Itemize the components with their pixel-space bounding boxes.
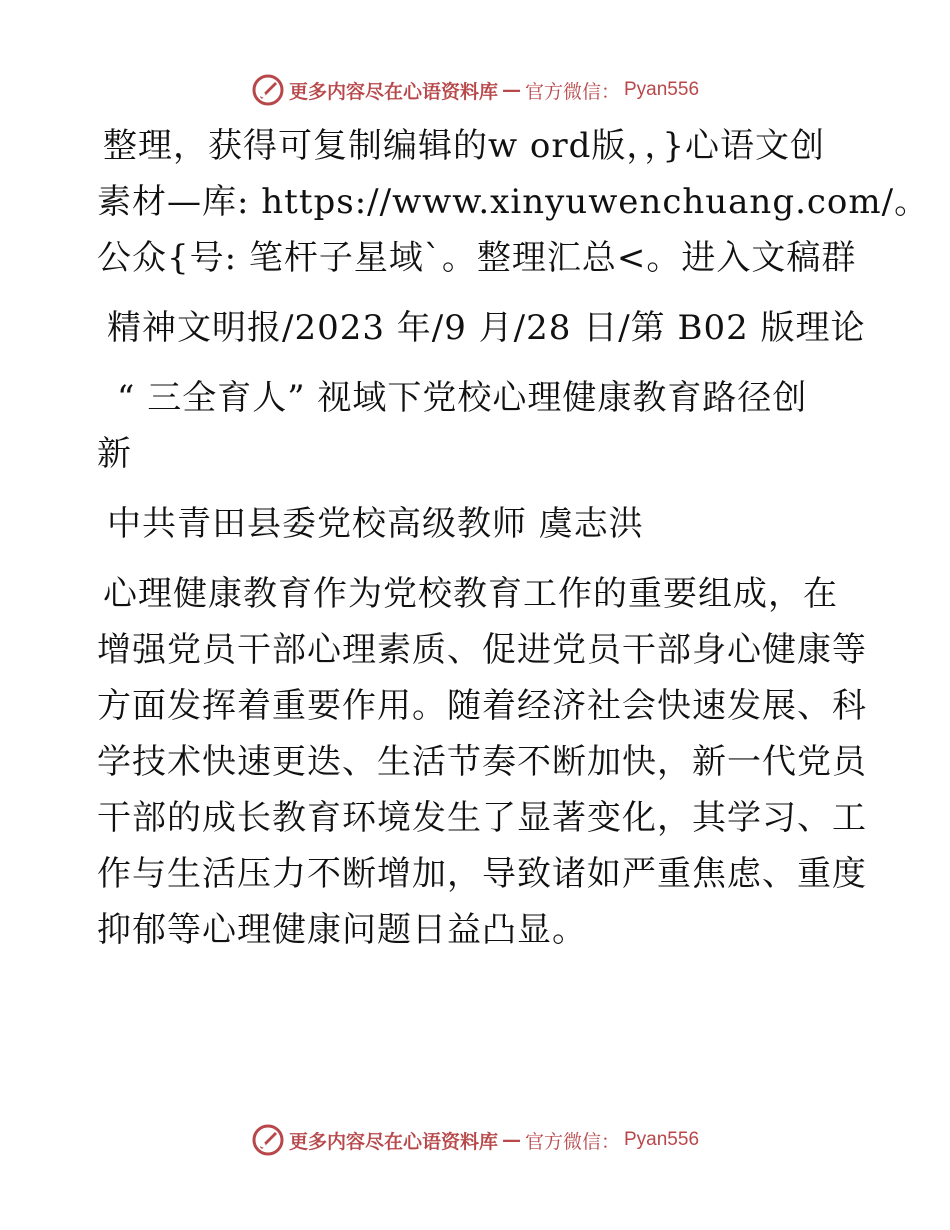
intro-line: 素材—库: https://www.xinyuwenchuang.com/。 bbox=[97, 182, 930, 222]
dateline: 精神文明报/2023 年/9 月/28 日/第 B02 版理论 bbox=[107, 308, 866, 348]
intro-line: 公众{号: 笔杆子星域`。整理汇总<。进入文稿群 bbox=[97, 238, 857, 278]
author-line: 中共青田县委党校高级教师 虞志洪 bbox=[107, 504, 644, 544]
document-body bbox=[97, 118, 930, 958]
body-line: 作与生活压力不断增加，导致诸如严重焦虑、重度 bbox=[97, 854, 867, 894]
intro-line: 整理，获得可复制编辑的w ord版，，}心语文创 bbox=[103, 126, 826, 166]
banner-dash: — bbox=[501, 1129, 521, 1151]
banner-wechat-label: 官方微信： bbox=[524, 1130, 620, 1153]
quill-seal-icon bbox=[251, 1123, 285, 1157]
banner-text: 更多内容尽在心语资料库 bbox=[288, 80, 498, 103]
intro-paragraph bbox=[97, 118, 930, 286]
body-line: 方面发挥着重要作用。随着经济社会快速发展、科 bbox=[97, 686, 867, 726]
body-line: 抑郁等心理健康问题日益凸显。 bbox=[97, 910, 587, 950]
title-line: “ 三全育人” 视域下党校心理健康教育路径创 bbox=[117, 378, 808, 418]
body-line: 增强党员干部心理素质、促进党员干部身心健康等 bbox=[97, 630, 867, 670]
article-title bbox=[97, 370, 857, 482]
body-line: 学技术快速更迭、生活节奏不断加快，新一代党员 bbox=[97, 742, 867, 782]
body-line: 心理健康教育作为党校教育工作的重要组成，在 bbox=[103, 574, 838, 614]
body-paragraph bbox=[97, 566, 867, 958]
banner-dash: — bbox=[501, 79, 521, 101]
banner-wechat-id: Pyan556 bbox=[624, 1129, 700, 1150]
page-footer bbox=[0, 1120, 950, 1160]
banner-wechat-id: Pyan556 bbox=[624, 79, 700, 100]
title-line: 新 bbox=[97, 434, 132, 474]
footer-banner bbox=[251, 1123, 699, 1157]
banner-text: 更多内容尽在心语资料库 bbox=[288, 1130, 498, 1153]
banner-wechat-label: 官方微信： bbox=[524, 80, 620, 103]
quill-seal-icon bbox=[251, 73, 285, 107]
body-line: 干部的成长教育环境发生了显著变化，其学习、工 bbox=[97, 798, 867, 838]
page-header bbox=[0, 70, 950, 110]
header-banner bbox=[251, 73, 699, 107]
